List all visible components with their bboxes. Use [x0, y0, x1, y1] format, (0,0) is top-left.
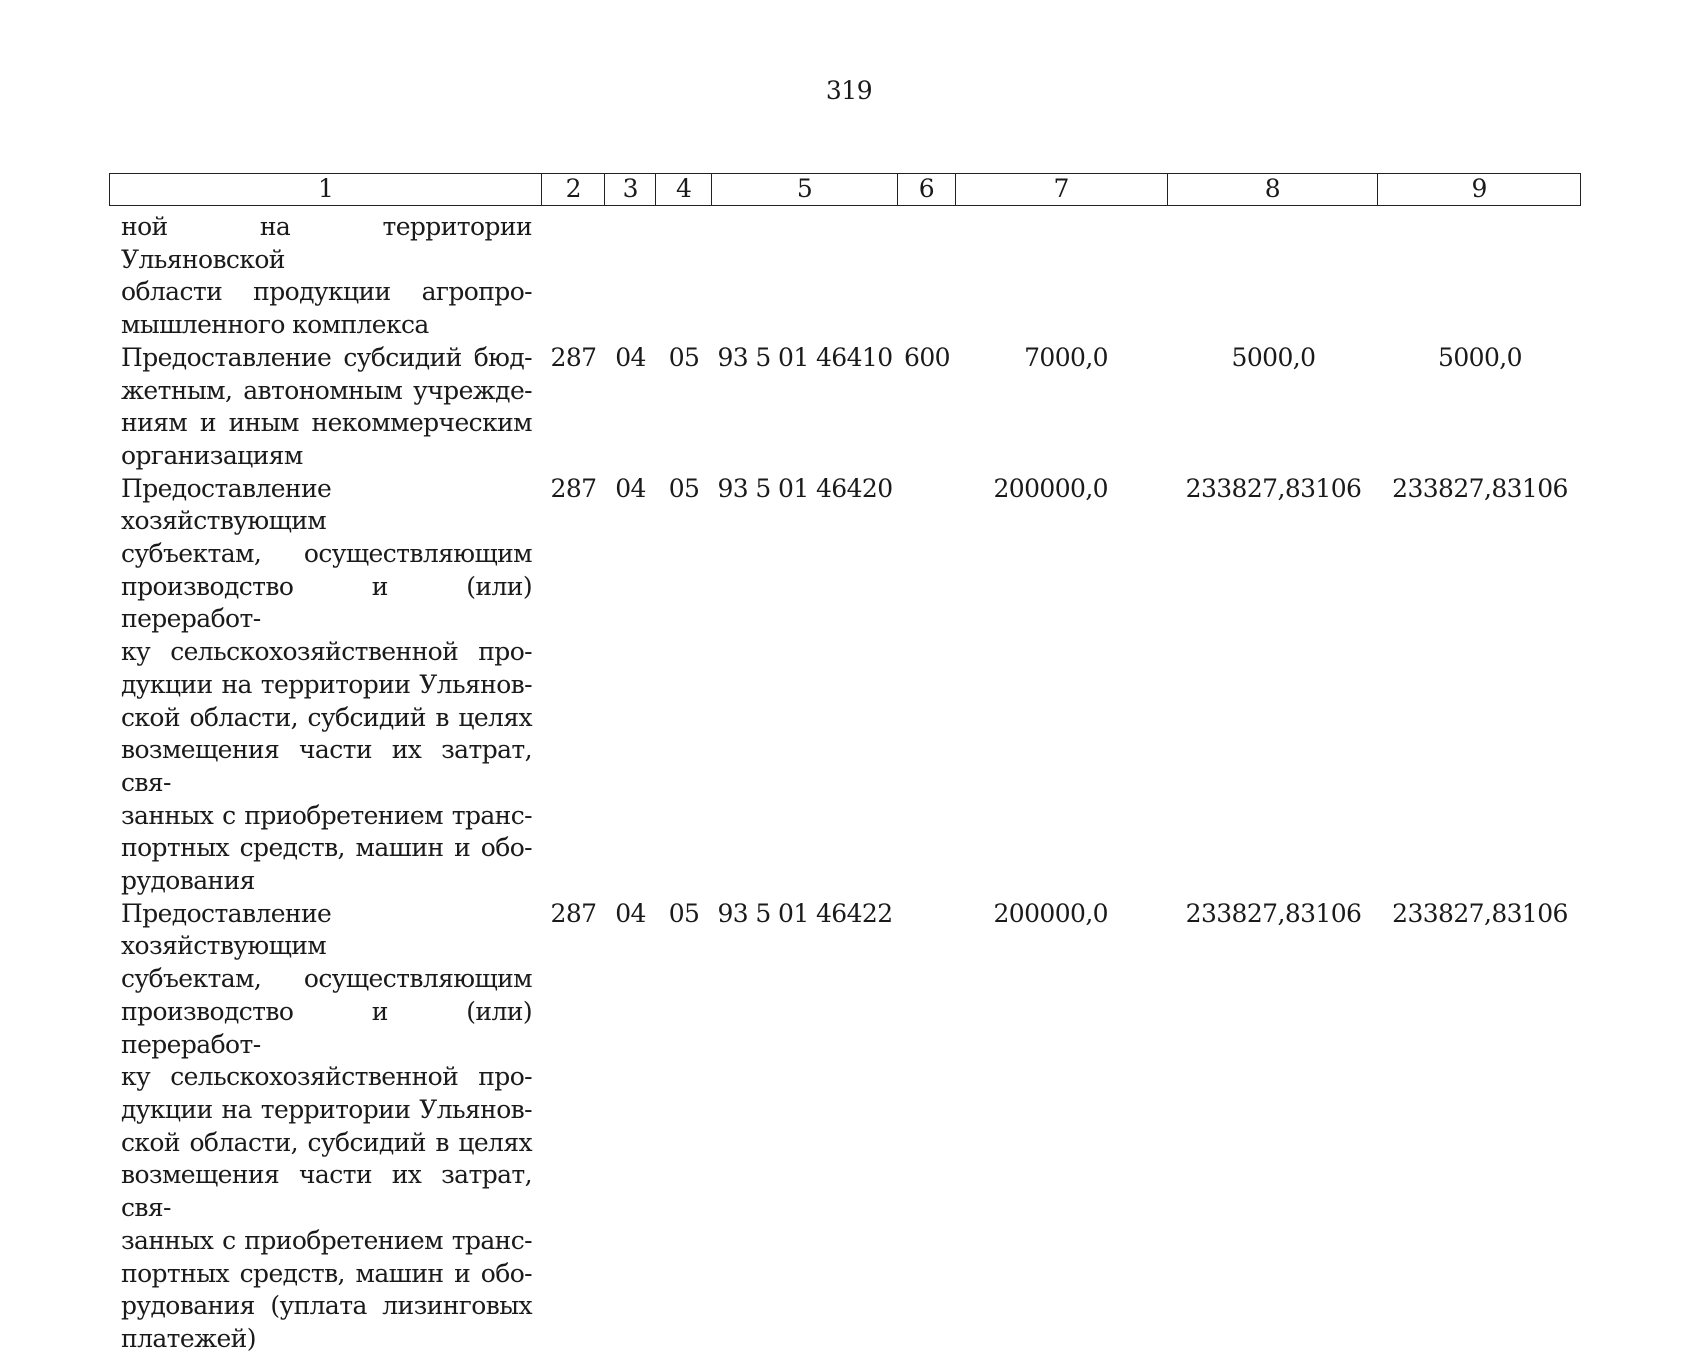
description-line: ку сельскохозяйственной про-	[121, 1062, 532, 1092]
row-code-3: 04	[615, 342, 646, 372]
row-code-4: 05	[668, 473, 700, 503]
row-amount-9	[1379, 211, 1581, 342]
description-line: ниям и иным некоммерческим	[121, 408, 532, 438]
table-header	[109, 173, 1581, 206]
description-line: Предоставление хозяйствующим	[121, 898, 332, 961]
description-line: рудования (уплата лизинговых	[121, 1291, 532, 1321]
row-amount-7: 200000,0	[993, 473, 1108, 503]
row-description	[109, 211, 542, 342]
row-code-5: 93 5 01 46420	[717, 473, 893, 503]
row-code-2: 287	[550, 898, 597, 928]
table-body	[109, 211, 1581, 1356]
row-description	[109, 898, 542, 1356]
description-line: субъектам, осуществляющим	[121, 539, 532, 569]
description-line: жетным, автономным учрежде-	[121, 375, 532, 405]
description-line: возмещения части их затрат, свя-	[121, 735, 532, 797]
description-line: рудования	[121, 866, 255, 896]
row-amount-9: 233827,83106	[1392, 898, 1568, 928]
table-row	[109, 211, 1581, 342]
column-header-7: 7	[956, 174, 1168, 205]
row-code-2	[542, 211, 605, 342]
row-amount-8: 233827,83106	[1185, 473, 1362, 503]
row-amount-7: 7000,0	[1024, 342, 1108, 372]
column-header-6: 6	[898, 174, 956, 205]
row-code-3: 04	[615, 473, 646, 503]
row-code-4	[656, 211, 712, 342]
description-line: ской области, субсидий в целях	[121, 1127, 532, 1157]
page-number: 319	[825, 76, 873, 105]
row-code-6	[898, 211, 956, 342]
row-code-5	[712, 211, 898, 342]
column-header-2: 2	[542, 174, 605, 205]
row-code-4: 05	[668, 898, 700, 928]
column-header-9: 9	[1471, 174, 1487, 203]
description-line: ной на территории Ульяновской	[121, 212, 532, 274]
description-line: портных средств, машин и обо-	[121, 1258, 532, 1288]
description-line: портных средств, машин и обо-	[121, 833, 532, 863]
column-header-4: 4	[656, 174, 712, 205]
column-header-8: 8	[1168, 174, 1379, 205]
table-row	[109, 342, 1581, 473]
description-line: организациям	[121, 440, 303, 470]
row-amount-7	[956, 211, 1168, 342]
description-line: субъектам, осуществляющим	[121, 964, 532, 994]
description-line: занных с приобретением транс-	[121, 800, 532, 830]
description-line: области продукции агропро-	[121, 277, 532, 307]
row-code-4: 05	[668, 342, 700, 372]
description-line: производство и (или) переработ-	[121, 996, 532, 1059]
description-line: возмещения части их затрат, свя-	[121, 1160, 532, 1223]
description-line: производство и (или) переработ-	[121, 571, 532, 634]
row-code-2: 287	[550, 473, 597, 503]
row-code-6: 600	[904, 342, 950, 372]
row-code-5: 93 5 01 46422	[717, 898, 893, 928]
table-row	[109, 898, 1581, 1356]
row-amount-8: 5000,0	[1231, 342, 1316, 372]
description-line: ку сельскохозяйственной про-	[121, 637, 532, 667]
row-code-3: 04	[615, 898, 646, 928]
row-code-5: 93 5 01 46410	[717, 342, 893, 372]
description-line: занных с приобретением транс-	[121, 1225, 532, 1255]
row-amount-7: 200000,0	[993, 898, 1108, 928]
description-line: платежей)	[121, 1323, 256, 1353]
row-amount-9: 5000,0	[1438, 342, 1522, 372]
row-description	[109, 473, 542, 898]
table-row	[109, 473, 1581, 898]
column-header-1: 1	[110, 174, 542, 205]
description-line: ской области, субсидий в целях	[121, 702, 532, 732]
description-line: Предоставление хозяйствующим	[121, 473, 332, 536]
column-header-5: 5	[712, 174, 898, 205]
row-description	[109, 342, 542, 473]
description-line: дукции на территории Ульянов-	[121, 1094, 532, 1124]
row-code-2: 287	[550, 342, 597, 372]
description-line: мышленного комплекса	[121, 310, 429, 340]
row-code-6	[898, 473, 956, 898]
description-line: Предоставление субсидий бюд-	[121, 342, 532, 372]
row-amount-9: 233827,83106	[1392, 473, 1568, 503]
description-line: дукции на территории Ульянов-	[121, 669, 532, 699]
row-amount-8	[1168, 211, 1379, 342]
row-amount-8: 233827,83106	[1185, 898, 1362, 928]
row-code-6	[898, 898, 956, 1356]
column-header-3: 3	[605, 174, 656, 205]
row-code-3	[605, 211, 656, 342]
